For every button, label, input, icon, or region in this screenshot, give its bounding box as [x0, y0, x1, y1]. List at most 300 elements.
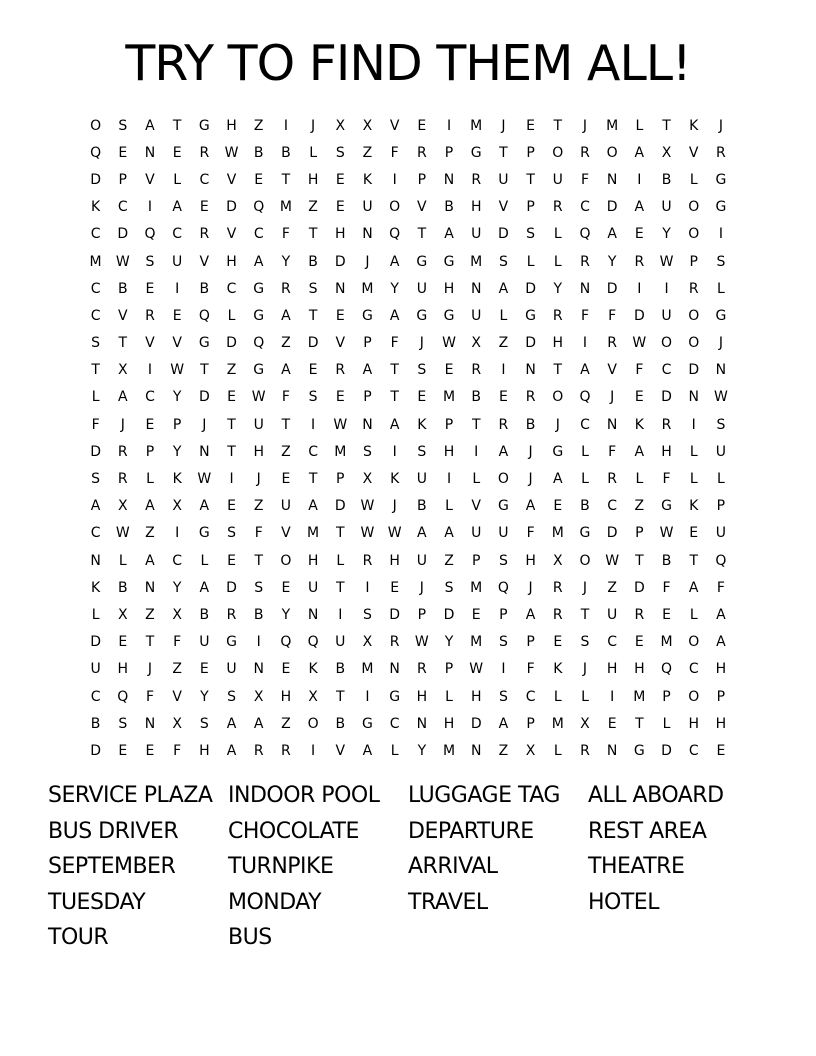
grid-letter[interactable]: G: [470, 144, 482, 161]
grid-letter[interactable]: Y: [662, 226, 671, 243]
grid-letter[interactable]: J: [501, 117, 506, 134]
grid-letter[interactable]: D: [90, 634, 101, 651]
grid-letter[interactable]: N: [144, 579, 156, 596]
grid-letter[interactable]: Y: [200, 688, 209, 705]
grid-letter[interactable]: Z: [362, 144, 373, 161]
grid-letter[interactable]: G: [198, 525, 210, 542]
grid-letter[interactable]: B: [335, 661, 346, 678]
grid-letter[interactable]: R: [716, 144, 726, 161]
grid-letter[interactable]: L: [553, 253, 562, 270]
grid-letter[interactable]: E: [281, 661, 291, 678]
grid-letter[interactable]: B: [199, 606, 210, 623]
grid-letter[interactable]: A: [444, 525, 454, 542]
grid-letter[interactable]: U: [307, 579, 319, 596]
grid-letter[interactable]: J: [582, 661, 588, 678]
grid-letter[interactable]: H: [199, 742, 210, 759]
grid-letter[interactable]: P: [635, 525, 644, 542]
grid-letter[interactable]: Y: [417, 742, 427, 759]
grid-letter[interactable]: C: [607, 634, 618, 651]
grid-letter[interactable]: E: [553, 498, 563, 515]
grid-letter[interactable]: W: [170, 362, 185, 379]
grid-letter[interactable]: A: [199, 579, 210, 596]
grid-letter[interactable]: T: [308, 307, 318, 324]
grid-letter[interactable]: C: [90, 525, 101, 542]
grid-letter[interactable]: T: [118, 335, 128, 352]
grid-letter[interactable]: E: [145, 742, 155, 759]
grid-letter[interactable]: R: [552, 199, 563, 216]
grid-letter[interactable]: J: [718, 117, 723, 134]
grid-letter[interactable]: H: [280, 688, 292, 705]
grid-letter[interactable]: S: [335, 144, 345, 161]
grid-letter[interactable]: L: [581, 443, 589, 460]
grid-letter[interactable]: F: [526, 661, 535, 678]
grid-letter[interactable]: O: [389, 199, 401, 216]
grid-letter[interactable]: T: [689, 552, 698, 569]
grid-letter[interactable]: Q: [253, 335, 265, 352]
grid-letter[interactable]: I: [147, 362, 153, 379]
grid-letter[interactable]: D: [525, 335, 536, 352]
grid-letter[interactable]: D: [334, 253, 346, 270]
grid-letter[interactable]: P: [499, 606, 508, 623]
grid-letter[interactable]: K: [553, 661, 563, 678]
grid-letter[interactable]: A: [716, 606, 726, 623]
grid-letter[interactable]: H: [307, 171, 319, 188]
grid-letter[interactable]: E: [662, 606, 671, 623]
grid-letter[interactable]: D: [661, 742, 672, 759]
grid-letter[interactable]: F: [254, 525, 263, 542]
grid-letter[interactable]: G: [443, 253, 455, 270]
grid-letter[interactable]: S: [498, 253, 508, 270]
grid-letter[interactable]: N: [606, 742, 618, 759]
grid-letter[interactable]: V: [389, 117, 400, 134]
grid-letter[interactable]: H: [335, 226, 346, 243]
grid-letter[interactable]: F: [608, 443, 617, 460]
grid-letter[interactable]: A: [634, 443, 645, 460]
grid-letter[interactable]: W: [360, 525, 375, 542]
grid-letter[interactable]: O: [307, 715, 319, 732]
grid-letter[interactable]: L: [91, 389, 100, 406]
grid-letter[interactable]: X: [525, 742, 536, 759]
grid-letter[interactable]: W: [605, 552, 620, 569]
grid-letter[interactable]: F: [281, 389, 290, 406]
grid-letter[interactable]: W: [442, 335, 456, 352]
grid-letter[interactable]: H: [470, 199, 482, 216]
grid-letter[interactable]: U: [661, 199, 672, 216]
grid-letter[interactable]: G: [362, 715, 373, 732]
grid-letter[interactable]: A: [498, 443, 509, 460]
grid-letter[interactable]: V: [117, 307, 128, 324]
grid-letter[interactable]: R: [281, 742, 291, 759]
grid-letter[interactable]: D: [661, 389, 672, 406]
grid-letter[interactable]: V: [281, 525, 291, 542]
grid-letter[interactable]: L: [526, 253, 535, 270]
grid-letter[interactable]: N: [525, 362, 536, 379]
grid-letter[interactable]: T: [499, 144, 508, 161]
grid-letter[interactable]: S: [118, 117, 128, 134]
grid-letter[interactable]: T: [91, 362, 100, 379]
grid-letter[interactable]: Y: [390, 280, 399, 297]
grid-letter[interactable]: T: [417, 226, 427, 243]
grid-letter[interactable]: U: [471, 226, 482, 243]
grid-letter[interactable]: R: [580, 742, 590, 759]
grid-letter[interactable]: U: [90, 661, 101, 678]
grid-letter[interactable]: A: [417, 525, 427, 542]
grid-letter[interactable]: E: [444, 362, 454, 379]
grid-letter[interactable]: K: [362, 171, 373, 188]
grid-letter[interactable]: A: [226, 742, 237, 759]
grid-letter[interactable]: I: [637, 171, 642, 188]
grid-letter[interactable]: A: [389, 253, 400, 270]
grid-letter[interactable]: E: [553, 634, 563, 651]
grid-letter[interactable]: L: [717, 280, 725, 297]
grid-letter[interactable]: R: [688, 280, 699, 297]
grid-letter[interactable]: Q: [117, 688, 129, 705]
grid-letter[interactable]: F: [580, 171, 589, 188]
grid-letter[interactable]: J: [582, 117, 588, 134]
grid-letter[interactable]: E: [254, 171, 264, 188]
grid-letter[interactable]: Q: [90, 144, 102, 161]
grid-letter[interactable]: P: [172, 416, 182, 433]
grid-letter[interactable]: A: [716, 634, 726, 651]
grid-letter[interactable]: P: [417, 606, 427, 623]
grid-letter[interactable]: A: [688, 579, 699, 596]
grid-letter[interactable]: C: [226, 280, 237, 297]
grid-letter[interactable]: K: [91, 579, 101, 596]
grid-letter[interactable]: Z: [253, 117, 264, 134]
grid-letter[interactable]: H: [470, 688, 482, 705]
grid-letter[interactable]: I: [637, 280, 642, 297]
grid-letter[interactable]: R: [471, 362, 482, 379]
grid-letter[interactable]: D: [226, 579, 237, 596]
grid-letter[interactable]: P: [363, 389, 372, 406]
grid-letter[interactable]: V: [226, 226, 237, 243]
grid-letter[interactable]: M: [551, 715, 564, 732]
grid-letter[interactable]: X: [172, 498, 182, 515]
grid-letter[interactable]: R: [281, 280, 291, 297]
grid-letter[interactable]: T: [635, 715, 644, 732]
grid-letter[interactable]: L: [91, 606, 100, 623]
grid-letter[interactable]: P: [444, 416, 454, 433]
grid-letter[interactable]: I: [392, 443, 397, 460]
grid-letter[interactable]: C: [90, 226, 101, 243]
grid-letter[interactable]: L: [689, 471, 698, 488]
grid-letter[interactable]: P: [336, 471, 345, 488]
grid-letter[interactable]: G: [416, 307, 428, 324]
grid-letter[interactable]: O: [688, 199, 700, 216]
grid-letter[interactable]: P: [417, 171, 427, 188]
grid-letter[interactable]: Z: [498, 335, 509, 352]
grid-letter[interactable]: L: [553, 226, 562, 243]
grid-letter[interactable]: R: [199, 226, 210, 243]
grid-letter[interactable]: U: [416, 552, 427, 569]
grid-letter[interactable]: A: [281, 307, 291, 324]
grid-letter[interactable]: M: [633, 688, 646, 705]
grid-letter[interactable]: C: [607, 498, 618, 515]
grid-letter[interactable]: H: [715, 715, 727, 732]
grid-letter[interactable]: U: [498, 171, 509, 188]
grid-letter[interactable]: Z: [145, 525, 155, 542]
grid-letter[interactable]: E: [335, 307, 345, 324]
grid-letter[interactable]: F: [580, 307, 589, 324]
grid-letter[interactable]: O: [688, 688, 700, 705]
grid-letter[interactable]: G: [362, 307, 373, 324]
grid-letter[interactable]: X: [117, 362, 128, 379]
grid-letter[interactable]: X: [362, 117, 373, 134]
grid-letter[interactable]: H: [117, 661, 129, 678]
grid-letter[interactable]: N: [443, 171, 455, 188]
grid-letter[interactable]: M: [442, 742, 456, 759]
grid-letter[interactable]: L: [553, 742, 562, 759]
grid-letter[interactable]: O: [497, 471, 509, 488]
grid-letter[interactable]: K: [689, 498, 699, 515]
grid-letter[interactable]: E: [281, 471, 291, 488]
grid-letter[interactable]: Z: [607, 579, 617, 596]
grid-letter[interactable]: F: [91, 416, 100, 433]
grid-letter[interactable]: R: [335, 362, 346, 379]
grid-letter[interactable]: S: [417, 443, 427, 460]
grid-letter[interactable]: R: [552, 579, 563, 596]
grid-letter[interactable]: C: [145, 389, 155, 406]
grid-letter[interactable]: I: [691, 416, 696, 433]
grid-letter[interactable]: G: [579, 525, 591, 542]
grid-letter[interactable]: J: [147, 661, 153, 678]
grid-letter[interactable]: H: [606, 661, 618, 678]
grid-letter[interactable]: J: [582, 579, 588, 596]
grid-letter[interactable]: U: [715, 525, 727, 542]
grid-letter[interactable]: V: [172, 335, 182, 352]
grid-letter[interactable]: I: [338, 606, 343, 623]
grid-letter[interactable]: I: [283, 117, 288, 134]
grid-letter[interactable]: A: [389, 416, 400, 433]
grid-letter[interactable]: O: [552, 389, 564, 406]
grid-letter[interactable]: J: [202, 416, 207, 433]
grid-letter[interactable]: R: [607, 335, 618, 352]
grid-letter[interactable]: G: [552, 443, 564, 460]
grid-letter[interactable]: G: [633, 742, 645, 759]
grid-letter[interactable]: B: [117, 579, 128, 596]
grid-letter[interactable]: L: [499, 307, 508, 324]
grid-letter[interactable]: M: [470, 253, 483, 270]
grid-letter[interactable]: R: [117, 471, 128, 488]
grid-letter[interactable]: D: [606, 525, 618, 542]
grid-letter[interactable]: T: [145, 634, 155, 651]
grid-letter[interactable]: B: [90, 715, 101, 732]
grid-letter[interactable]: P: [471, 552, 481, 569]
grid-letter[interactable]: X: [552, 552, 563, 569]
grid-letter[interactable]: N: [470, 742, 482, 759]
grid-letter[interactable]: W: [659, 525, 674, 542]
grid-letter[interactable]: V: [145, 335, 155, 352]
grid-letter[interactable]: D: [525, 280, 536, 297]
grid-letter[interactable]: P: [716, 688, 726, 705]
grid-letter[interactable]: Y: [553, 280, 563, 297]
grid-letter[interactable]: U: [362, 199, 373, 216]
grid-letter[interactable]: J: [718, 335, 723, 352]
grid-letter[interactable]: L: [336, 552, 345, 569]
grid-letter[interactable]: B: [253, 144, 264, 161]
grid-letter[interactable]: H: [688, 715, 699, 732]
grid-letter[interactable]: K: [172, 471, 182, 488]
grid-letter[interactable]: H: [443, 715, 455, 732]
grid-letter[interactable]: D: [334, 498, 346, 515]
grid-letter[interactable]: Y: [607, 253, 617, 270]
grid-letter[interactable]: N: [579, 280, 591, 297]
grid-letter[interactable]: L: [581, 688, 589, 705]
grid-letter[interactable]: U: [416, 280, 427, 297]
grid-letter[interactable]: W: [659, 253, 674, 270]
grid-letter[interactable]: J: [419, 335, 424, 352]
grid-letter[interactable]: G: [253, 307, 265, 324]
grid-letter[interactable]: F: [608, 307, 617, 324]
grid-letter[interactable]: E: [118, 634, 128, 651]
grid-letter[interactable]: Z: [281, 335, 291, 352]
grid-letter[interactable]: F: [662, 471, 671, 488]
grid-letter[interactable]: S: [363, 606, 372, 623]
grid-letter[interactable]: L: [635, 471, 644, 488]
grid-letter[interactable]: Z: [498, 742, 509, 759]
grid-letter[interactable]: T: [553, 362, 563, 379]
grid-letter[interactable]: V: [172, 688, 182, 705]
grid-letter[interactable]: A: [580, 362, 590, 379]
grid-letter[interactable]: K: [689, 117, 699, 134]
grid-letter[interactable]: Z: [253, 498, 264, 515]
grid-letter[interactable]: W: [197, 471, 212, 488]
grid-letter[interactable]: R: [389, 634, 400, 651]
grid-letter[interactable]: O: [688, 335, 700, 352]
grid-letter[interactable]: L: [689, 171, 698, 188]
grid-letter[interactable]: Q: [389, 226, 401, 243]
grid-letter[interactable]: G: [715, 307, 727, 324]
grid-letter[interactable]: W: [224, 144, 239, 161]
grid-letter[interactable]: D: [606, 280, 618, 297]
grid-letter[interactable]: C: [117, 199, 128, 216]
grid-letter[interactable]: H: [552, 335, 564, 352]
grid-letter[interactable]: W: [333, 416, 348, 433]
grid-letter[interactable]: E: [118, 742, 128, 759]
grid-letter[interactable]: P: [526, 199, 535, 216]
grid-letter[interactable]: M: [279, 199, 292, 216]
grid-letter[interactable]: M: [470, 579, 483, 596]
grid-letter[interactable]: E: [227, 389, 236, 406]
grid-letter[interactable]: F: [173, 634, 182, 651]
grid-letter[interactable]: C: [688, 742, 699, 759]
grid-letter[interactable]: L: [146, 471, 154, 488]
grid-letter[interactable]: D: [633, 307, 645, 324]
grid-letter[interactable]: B: [444, 199, 454, 216]
grid-letter[interactable]: H: [226, 117, 237, 134]
grid-letter[interactable]: S: [254, 579, 264, 596]
grid-letter[interactable]: W: [713, 389, 728, 406]
grid-letter[interactable]: L: [717, 471, 725, 488]
grid-letter[interactable]: O: [661, 335, 673, 352]
grid-letter[interactable]: G: [198, 117, 210, 134]
grid-letter[interactable]: G: [253, 280, 265, 297]
grid-letter[interactable]: P: [444, 144, 454, 161]
grid-letter[interactable]: R: [634, 253, 645, 270]
grid-letter[interactable]: F: [390, 144, 399, 161]
grid-letter[interactable]: W: [414, 634, 429, 651]
grid-letter[interactable]: U: [226, 661, 237, 678]
grid-letter[interactable]: M: [470, 634, 483, 651]
grid-letter[interactable]: L: [689, 443, 698, 460]
grid-letter[interactable]: E: [634, 634, 644, 651]
grid-letter[interactable]: G: [497, 498, 509, 515]
grid-letter[interactable]: L: [662, 715, 671, 732]
grid-letter[interactable]: E: [172, 307, 182, 324]
grid-letter[interactable]: A: [308, 498, 318, 515]
grid-letter[interactable]: B: [580, 498, 590, 515]
grid-letter[interactable]: L: [445, 688, 453, 705]
grid-letter[interactable]: M: [551, 525, 564, 542]
grid-letter[interactable]: S: [498, 634, 508, 651]
grid-letter[interactable]: L: [689, 606, 698, 623]
grid-letter[interactable]: N: [144, 715, 156, 732]
grid-letter[interactable]: B: [308, 253, 318, 270]
grid-letter[interactable]: V: [145, 171, 155, 188]
grid-letter[interactable]: H: [443, 280, 455, 297]
grid-letter[interactable]: J: [392, 498, 397, 515]
grid-letter[interactable]: Y: [444, 634, 454, 651]
grid-letter[interactable]: L: [200, 552, 209, 569]
grid-letter[interactable]: I: [311, 742, 316, 759]
grid-letter[interactable]: I: [582, 335, 588, 352]
grid-letter[interactable]: V: [226, 171, 237, 188]
grid-letter[interactable]: S: [498, 552, 508, 569]
grid-letter[interactable]: D: [389, 606, 401, 623]
grid-letter[interactable]: E: [471, 606, 481, 623]
grid-letter[interactable]: I: [365, 688, 370, 705]
grid-letter[interactable]: R: [661, 416, 672, 433]
grid-letter[interactable]: J: [256, 471, 261, 488]
grid-letter[interactable]: W: [115, 253, 130, 270]
grid-letter[interactable]: H: [443, 443, 455, 460]
grid-letter[interactable]: S: [526, 226, 536, 243]
grid-letter[interactable]: J: [419, 579, 424, 596]
grid-letter[interactable]: R: [362, 552, 373, 569]
grid-letter[interactable]: N: [389, 661, 400, 678]
grid-letter[interactable]: M: [606, 117, 619, 134]
grid-letter[interactable]: N: [253, 661, 264, 678]
grid-letter[interactable]: U: [253, 416, 264, 433]
grid-letter[interactable]: G: [525, 307, 537, 324]
grid-letter[interactable]: U: [172, 253, 183, 270]
grid-letter[interactable]: Z: [308, 199, 318, 216]
grid-letter[interactable]: A: [362, 362, 373, 379]
grid-letter[interactable]: X: [117, 498, 128, 515]
grid-letter[interactable]: I: [175, 525, 180, 542]
grid-letter[interactable]: X: [253, 688, 264, 705]
grid-letter[interactable]: R: [471, 171, 482, 188]
grid-letter[interactable]: K: [634, 416, 644, 433]
grid-letter[interactable]: T: [308, 471, 318, 488]
grid-letter[interactable]: N: [362, 226, 373, 243]
grid-letter[interactable]: L: [635, 117, 644, 134]
grid-letter[interactable]: O: [688, 226, 700, 243]
grid-letter[interactable]: Y: [281, 606, 291, 623]
grid-letter[interactable]: E: [145, 416, 155, 433]
grid-letter[interactable]: L: [227, 307, 236, 324]
grid-letter[interactable]: L: [581, 471, 589, 488]
grid-letter[interactable]: V: [498, 199, 509, 216]
grid-letter[interactable]: Q: [579, 389, 591, 406]
grid-letter[interactable]: I: [147, 199, 153, 216]
grid-letter[interactable]: G: [715, 199, 727, 216]
grid-letter[interactable]: L: [173, 171, 182, 188]
grid-letter[interactable]: I: [256, 634, 261, 651]
grid-letter[interactable]: Y: [172, 579, 182, 596]
grid-letter[interactable]: E: [498, 389, 508, 406]
grid-letter[interactable]: M: [334, 443, 347, 460]
